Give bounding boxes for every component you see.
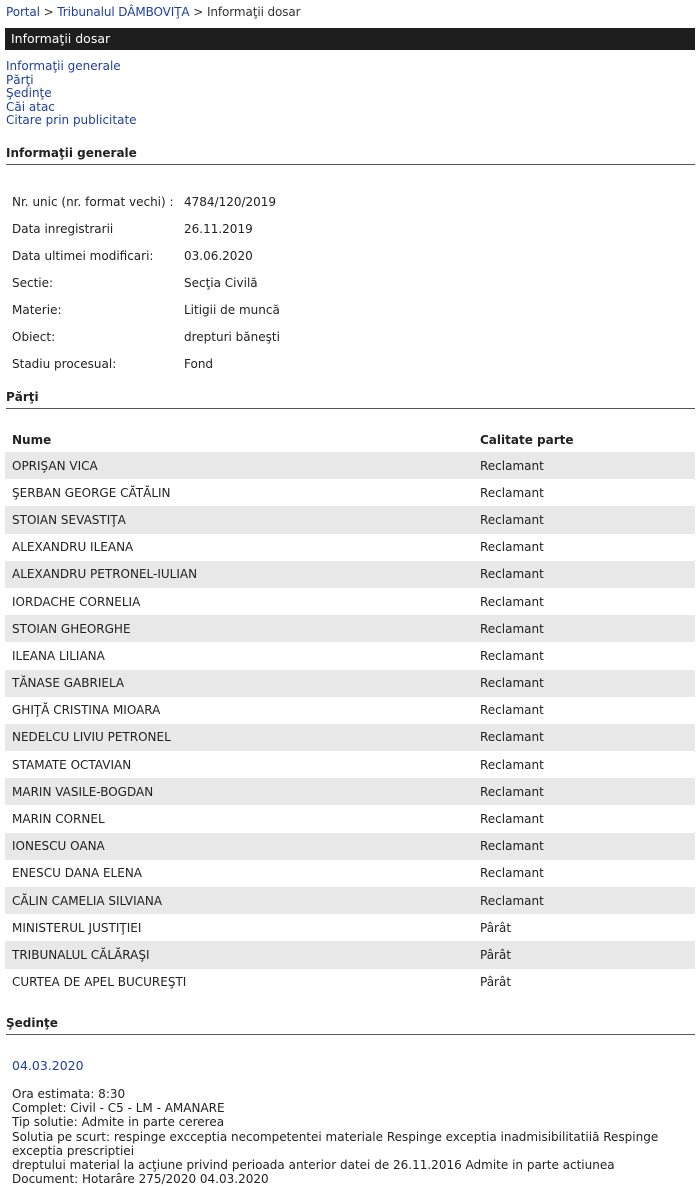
section-nav — [6, 60, 137, 128]
breadcrumb-current: Informaţii dosar — [206, 5, 301, 19]
info-value: 4784/120/2019 — [184, 194, 277, 209]
party-name: NEDELCU LIVIU PETRONEL — [12, 730, 171, 745]
table-row — [5, 506, 695, 533]
info-label: Sectie: — [12, 275, 54, 290]
table-row — [5, 969, 695, 996]
party-name: IONESCU OANA — [12, 839, 105, 854]
breadcrumb-portal-link[interactable]: Portal — [6, 5, 40, 19]
session-document: Document: Hotarâre 275/2020 04.03.2020 — [12, 1172, 269, 1186]
info-row-registration-date — [12, 215, 412, 242]
session-solution-summary-continued: dreptului material la acţiune privind perioada anterior datei de 26.11.2016 Admite in parte actiunea — [12, 1158, 615, 1173]
table-row — [5, 887, 695, 914]
session-solution-summary: Solutia pe scurt: respinge excceptia necompetentei materiale Respinge exceptia inadmisibilitatiiă Respinge exceptia prescriptiei — [12, 1129, 659, 1158]
table-row — [5, 697, 695, 724]
info-value: Litigii de muncă — [184, 302, 280, 317]
info-value: Fond — [184, 357, 214, 372]
session-estimated-time: Ora estimata: 8:30 — [12, 1087, 126, 1101]
table-row — [5, 778, 695, 805]
party-name: CĂLIN CAMELIA SILVIANA — [12, 893, 163, 908]
breadcrumb — [6, 5, 301, 19]
info-label: Obiect: — [12, 330, 56, 345]
parties-table — [5, 428, 695, 996]
party-name: MARIN CORNEL — [12, 812, 105, 827]
general-info-heading: Informaţii generale — [6, 146, 695, 165]
info-row-last-modified — [12, 242, 412, 269]
info-label: Nr. unic (nr. format vechi) : — [12, 194, 174, 209]
table-row — [5, 479, 695, 506]
nav-link-sessions[interactable]: Şedinţe — [6, 86, 52, 101]
party-role: Reclamant — [480, 784, 544, 799]
general-info-table — [12, 188, 412, 378]
info-row-section — [12, 269, 412, 296]
nav-link-parties[interactable]: Părţi — [6, 72, 34, 87]
party-name: ILEANA LILIANA — [12, 648, 105, 663]
party-role: Reclamant — [480, 540, 544, 555]
party-role: Reclamant — [480, 893, 544, 908]
table-row — [5, 941, 695, 968]
nav-link-general-info[interactable]: Informaţii generale — [6, 59, 121, 73]
table-row — [5, 751, 695, 778]
breadcrumb-separator: > — [43, 5, 54, 19]
column-header-name: Nume — [12, 433, 52, 447]
session-entry — [12, 1058, 697, 1186]
party-name: ALEXANDRU ILEANA — [12, 540, 134, 555]
table-row — [5, 534, 695, 561]
party-role: Reclamant — [480, 839, 544, 854]
table-row — [5, 615, 695, 642]
party-role: Reclamant — [480, 648, 544, 663]
party-role: Reclamant — [480, 512, 544, 527]
info-label: Stadiu procesual: — [12, 357, 117, 372]
party-role: Reclamant — [480, 866, 544, 881]
party-role: Reclamant — [480, 458, 544, 473]
party-name: OPRIŞAN VICA — [12, 458, 98, 473]
info-row-case-number — [12, 188, 412, 215]
parties-heading: Părţi — [6, 390, 695, 409]
nav-link-appeals[interactable]: Căi atac — [6, 99, 55, 114]
info-row-subject-matter — [12, 296, 412, 323]
breadcrumb-tribunal-link[interactable]: Tribunalul DÂMBOVIŢA — [57, 5, 190, 19]
info-value: 03.06.2020 — [184, 248, 253, 263]
table-row — [5, 561, 695, 588]
info-value: Secţia Civilă — [184, 275, 258, 290]
party-role: Reclamant — [480, 730, 544, 745]
info-label: Data ultimei modificari: — [12, 248, 154, 263]
table-row — [5, 642, 695, 669]
party-name: ŞERBAN GEORGE CĂTĂLIN — [12, 485, 171, 500]
party-role: Reclamant — [480, 621, 544, 636]
table-row — [5, 724, 695, 751]
party-role: Reclamant — [480, 812, 544, 827]
party-role: Pârât — [480, 920, 512, 935]
column-header-role: Calitate parte — [480, 433, 574, 447]
table-row — [5, 588, 695, 615]
table-row — [5, 452, 695, 479]
party-name: STOIAN SEVASTIŢA — [12, 512, 126, 527]
party-role: Reclamant — [480, 567, 544, 582]
table-row — [5, 670, 695, 697]
party-name: GHIŢĂ CRISTINA MIOARA — [12, 703, 161, 718]
party-name: ALEXANDRU PETRONEL-IULIAN — [12, 567, 198, 582]
breadcrumb-separator: > — [193, 5, 204, 19]
page-title-bar: Informaţii dosar — [5, 28, 695, 50]
table-row — [5, 805, 695, 832]
table-row — [5, 860, 695, 887]
party-name: TĂNASE GABRIELA — [12, 676, 125, 691]
info-label: Materie: — [12, 302, 62, 317]
table-row — [5, 914, 695, 941]
session-date: 04.03.2020 — [12, 1058, 84, 1073]
party-role: Reclamant — [480, 485, 544, 500]
party-role: Pârât — [480, 975, 512, 990]
sessions-heading: Şedinţe — [6, 1016, 695, 1035]
party-name: TRIBUNALUL CĂLĂRAŞI — [12, 947, 150, 962]
session-panel: Complet: Civil - C5 - LM - AMANARE — [12, 1101, 225, 1116]
party-name: MINISTERUL JUSTIŢIEI — [12, 920, 142, 935]
party-name: STAMATE OCTAVIAN — [12, 757, 132, 772]
party-name: IORDACHE CORNELIA — [12, 594, 141, 609]
info-value: 26.11.2019 — [184, 221, 253, 236]
party-name: STOIAN GHEORGHE — [12, 621, 131, 636]
info-value: drepturi băneşti — [184, 330, 280, 345]
info-row-procedural-stage — [12, 351, 412, 378]
party-name: CURTEA DE APEL BUCUREŞTI — [12, 975, 187, 990]
party-role: Reclamant — [480, 757, 544, 772]
party-role: Reclamant — [480, 676, 544, 691]
party-name: MARIN VASILE-BOGDAN — [12, 784, 154, 799]
table-row — [5, 833, 695, 860]
session-solution-type: Tip solutie: Admite in parte cererea — [12, 1115, 225, 1130]
info-row-object — [12, 323, 412, 350]
party-name: ENESCU DANA ELENA — [12, 866, 143, 881]
nav-link-public-summons[interactable]: Citare prin publicitate — [6, 113, 137, 128]
party-role: Reclamant — [480, 703, 544, 718]
party-role: Reclamant — [480, 594, 544, 609]
parties-table-header — [5, 428, 695, 452]
party-role: Pârât — [480, 947, 512, 962]
info-label: Data inregistrarii — [12, 221, 114, 236]
